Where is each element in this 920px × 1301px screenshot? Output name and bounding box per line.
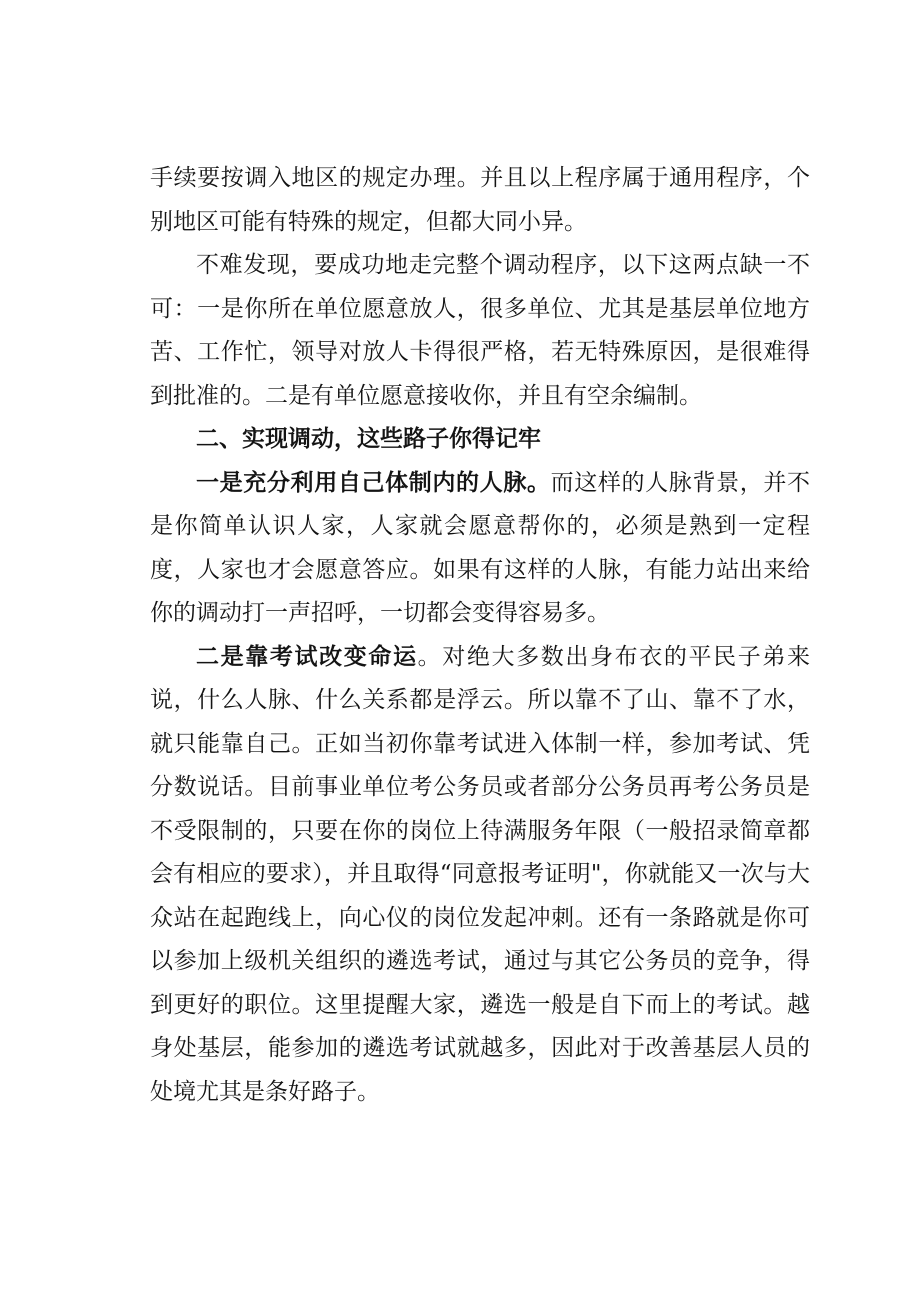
paragraph-text: 手续要按调入地区的规定办理。并且以上程序属于通用程序，个别地区可能有特殊的规定，但都大同小异。: [150, 165, 810, 235]
paragraph-text: 。对绝大多数出身布衣的平民子弟来说，什么人脉、什么关系都是浮云。所以靠不了山、靠不了水，就只能靠自己。正如当初你靠考试进入体制一样，参加考试、凭分数说话。目前事业单位考公务员或者部分公务员再考公务员是不受限制的，只要在你的岗位上待满服务年限（一般招录简章都会有相应的要求），并且取得“同意报考证明"，你就能又一次与大众站在起跑线上，向心仪的岗位发起冲刺。还有一条路就是你可以参加上级机关组织的遴选考试，通过与其它公务员的竞争，得到更好的职位。这里提醒大家，遴选一般是自下而上的考试。越身处基层，能参加的遴选考试就越多，因此对于改善基层人员的处境尤其是条好路子。: [150, 643, 810, 1105]
paragraph-procedure-note: [150, 157, 810, 244]
paragraph-lead-bold: 二是靠考试改变命运: [196, 643, 418, 670]
document-body: [150, 157, 810, 1114]
paragraph-two-conditions: [150, 244, 810, 418]
paragraph-text: 不难发现，要成功地走完整个调动程序，以下这两点缺一不可：一是你所在单位愿意放人，很多单位、尤其是基层单位地方苦、工作忙，领导对放人卡得很严格，若无特殊原因，是很难得到批准的。二是有单位愿意接收你，并且有空余编制。: [150, 252, 810, 409]
paragraph-lead-bold: 一是充分利用自己体制内的人脉。: [196, 469, 551, 496]
section-heading: [150, 418, 810, 462]
section-heading-text: 二、实现调动，这些路子你得记牢: [196, 426, 541, 452]
paragraph-connections: [150, 462, 810, 636]
paragraph-text: 而这样的人脉背景，并不是你简单认识人家，人家就会愿意帮你的，必须是熟到一定程度，人家也才会愿意答应。如果有这样的人脉，有能力站出来给你的调动打一声招呼，一切都会变得容易多。: [150, 469, 811, 626]
paragraph-exams: [150, 636, 810, 1115]
